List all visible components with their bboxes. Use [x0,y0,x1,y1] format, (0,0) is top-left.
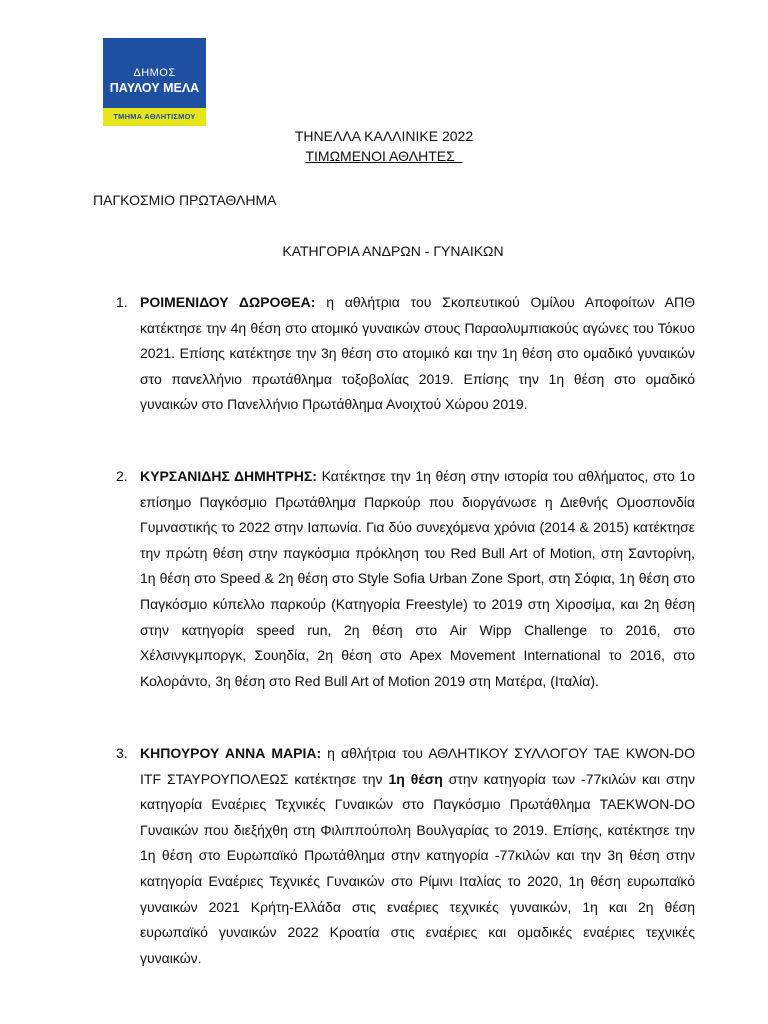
list-number: 3. [116,745,128,761]
document-title: ΤΗΝΕΛΛΑ ΚΑΛΛΙΝΙΚΕ 2022 [294,128,474,144]
athlete-description-cont: στην κατηγορία των -77κιλών και στην κατηγορία Εναέριες Τεχνικές Γυναικών στο Παγκόσμιο Πρωτάθλημα TAEKWON-DO Γυναικών που διεξήχθη στη Φιλιππούπολη Βουλγαρίας το 2019. Επίσης, κατέκτησε την 1η θέση στο Ευρωπαϊκό Πρωτάθλημα στην κατηγορία -77κιλών και την 3η θέση στην κατηγορία Εναέριες Τεχνικές Γυναικών στο Ρίμινι Ιταλίας το 2020, 1η θέση ευρωπαϊκό γυναικών 2021 Κρήτη-Ελλάδα στις εναέριες τεχνικές γυναικών, 1η και 2η θέση ευρωπαϊκό γυναικών 2022 Κροατία στις εναέριες και ομαδικές εναέριες τεχνικές γυναικών. [140,770,695,966]
municipality-logo [103,38,206,126]
athlete-paragraph [140,464,695,694]
athlete-description: η αθλήτρια του ΑΘΛΗΤΙΚΟΥ ΣΥΛΛΟΓΟΥ ΤΑΕ KWON-DO ITF ΣΤΑΥΡΟΥΠΟΛΕΩΣ κατέκτησε την [140,745,695,787]
section-heading: ΠΑΓΚΟΣΜΙΟ ΠΡΩΤΑΘΛΗΜΑ [93,192,277,208]
athlete-paragraph [140,290,695,418]
athlete-name: ΡΟΙΜΕΝΙΔΟΥ ΔΩΡΟΘΕΑ: [140,294,316,310]
list-number: 2. [116,468,128,484]
list-item [116,464,695,694]
athlete-name: ΚΗΠΟΥΡΟΥ ΑΝΝΑ ΜΑΡΙΑ: [140,745,322,761]
athlete-paragraph [140,741,695,971]
athlete-name: ΚΥΡΣΑΝΙΔΗΣ ΔΗΜΗΤΡΗΣ: [140,468,317,484]
logo-line-municipality: ΔΗΜΟΣ [133,67,176,79]
list-number: 1. [116,294,128,310]
list-item [116,290,695,418]
logo-line-name: ΠΑΥΛΟΥ ΜΕΛΑ [109,81,200,95]
document-subtitle: ΤΙΜΩΜΕΝΟΙ ΑΘΛΗΤΕΣ [305,148,463,164]
athlete-description: η αθλήτρια του Σκοπευτικού Ομίλου Αποφοίτων ΑΠΘ κατέκτησε την 4η θέση στο ατομικό γυναικών στους Παραολυμπιακούς αγώνες του Τόκυο 2021. Επίσης κατέκτησε την 3η θέση στο ατομικό και την 1η θέση στο ομαδικό γυναικών στο πανελλήνιο πρωτάθλημα τοξοβολίας 2019. Επίσης την 1η θέση στο ομαδικό γυναικών στο Πανελλήνιο Πρωτάθλημα Ανοιχτού Χώρου 2019. [140,294,695,413]
logo-line-department: ΤΜΗΜΑ ΑΘΛΗΤΙΣΜΟΥ [113,112,196,121]
athlete-highlight: 1η θέση [388,770,443,787]
category-heading: ΚΑΤΗΓΟΡΙΑ ΑΝΔΡΩΝ - ΓΥΝΑΙΚΩΝ [282,243,504,259]
list-item [116,741,695,971]
athlete-description: Κατέκτησε την 1η θέση στην ιστορία του αθλήματος, στο 1ο επίσημο Παγκόσμιο Πρωτάθλημα Παρκούρ που διοργάνωσε η Διεθνής Ομοσπονδία Γυμναστικής το 2022 στην Ιαπωνία. Για δύο συνεχόμενα χρόνια (2014 & 2015) κατέκτησε την πρώτη θέση στην παγκόσμια πρόκληση του Red Bull Art of Motion, στη Σαντορίνη, 1η θέση στο Speed & 2η θέση στο Style Sofia Urban Zone Sport, στη Σόφια, 1η θέση στο Παγκόσμιο κύπελλο παρκούρ (Κατηγορία Freestyle) το 2019 στη Χιροσίμα, και 2η θέση στην κατηγορία speed run, 2η θέση στο Air Wipp Challenge το 2016, στο Χέλσινγκμποργκ, Σουηδία, 2η θέση στο Apex Movement International το 2016, στο Κολοράντο, 3η θέση στο Red Bull Art of Motion 2019 στη Ματέρα, (Ιταλία). [140,468,695,689]
